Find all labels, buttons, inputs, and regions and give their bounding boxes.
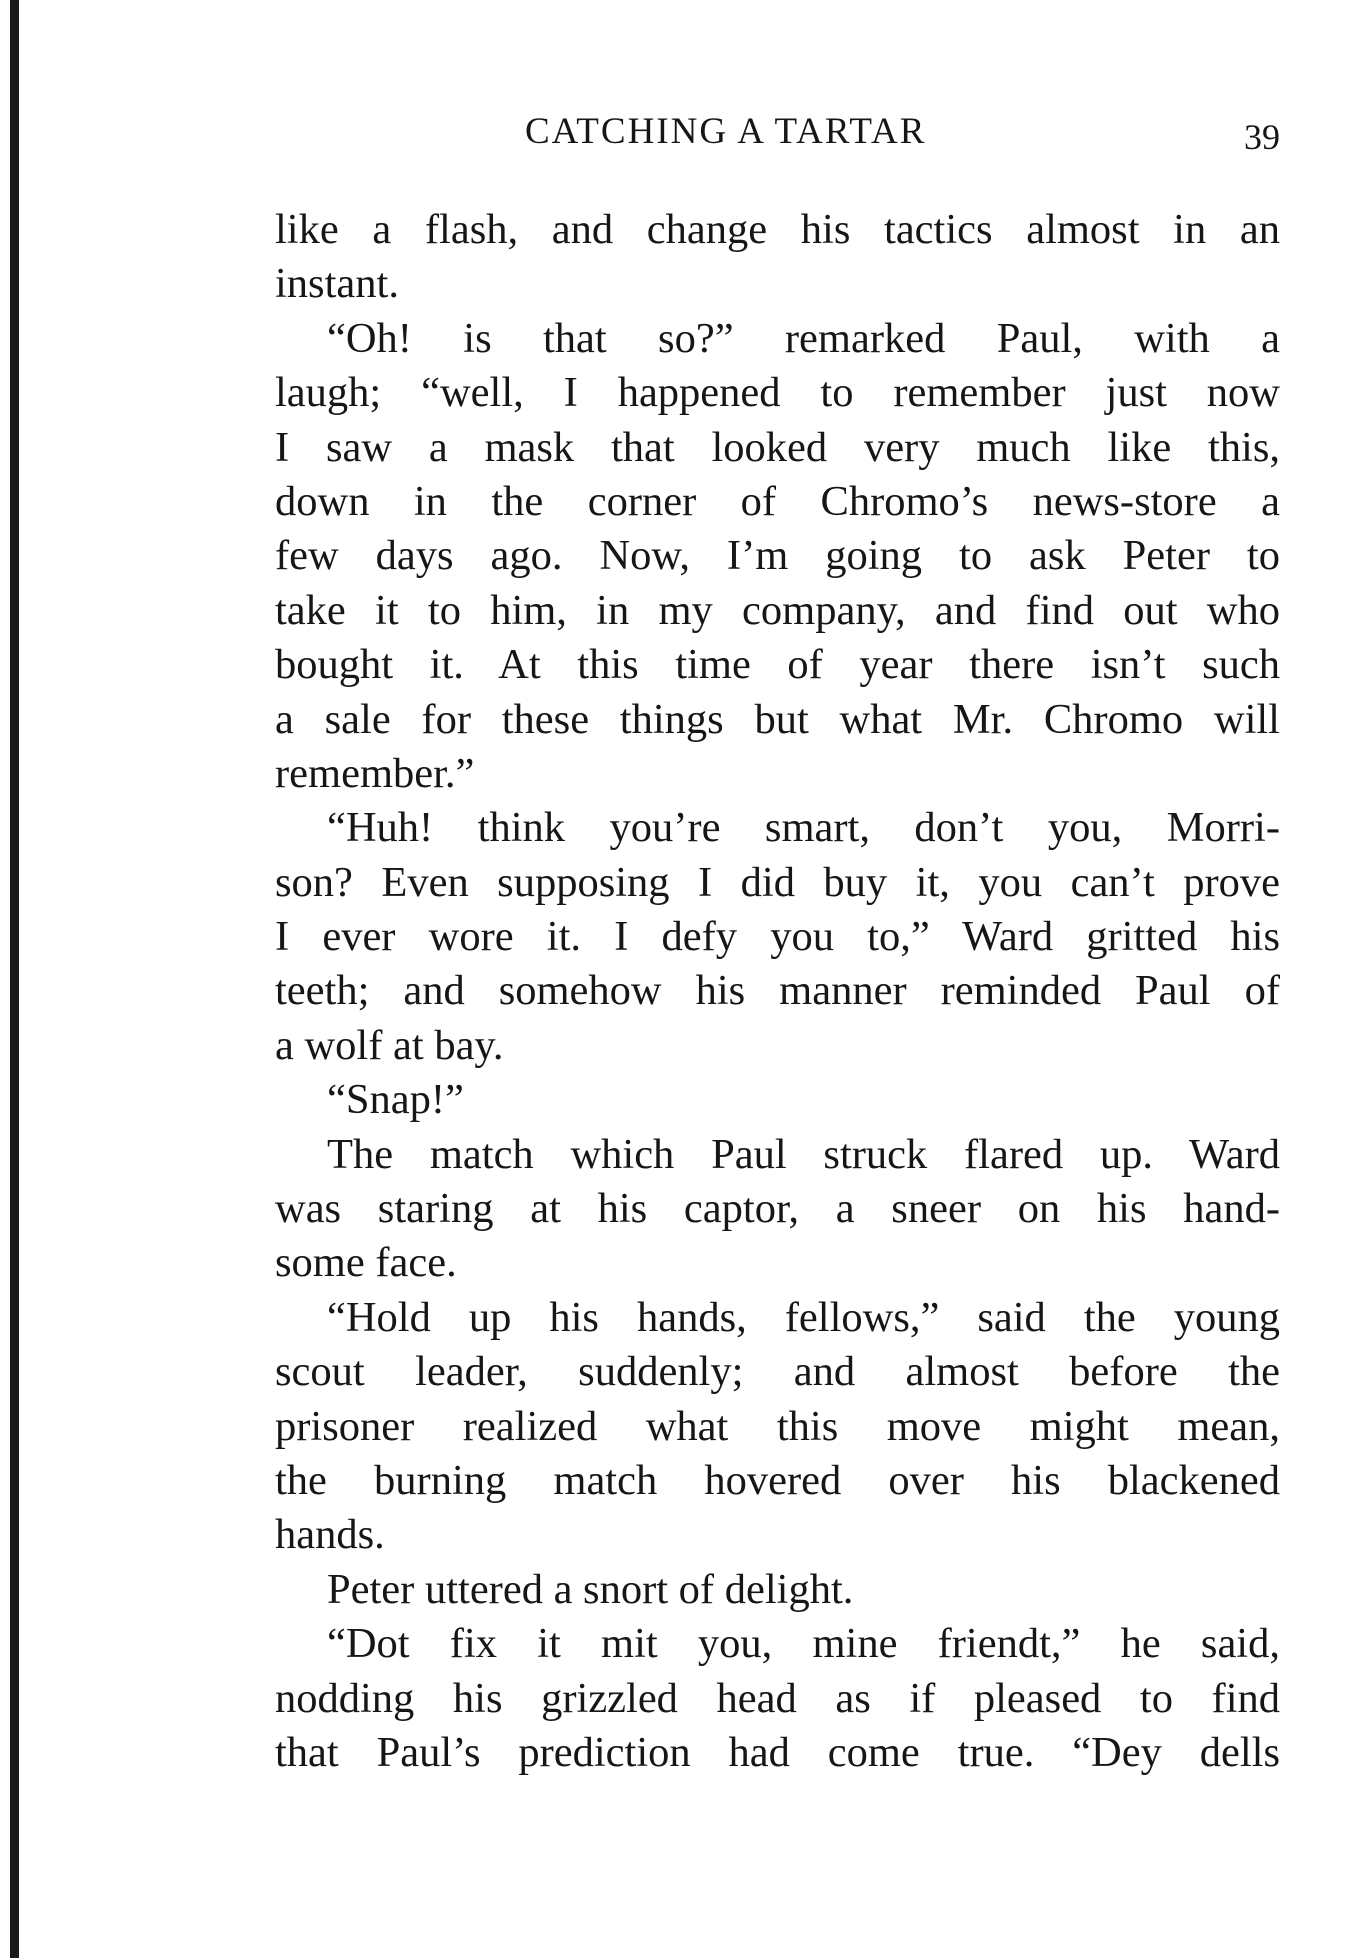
text-line: few days ago. Now, I’m going to ask Peter to: [275, 532, 1280, 580]
text-line: I saw a mask that looked very much like this,: [275, 423, 1280, 471]
body-text: [275, 203, 1280, 1780]
text-line: that Paul’s prediction had come true. “Dey dells: [275, 1728, 1280, 1776]
text-line: “Huh! think you’re smart, don’t you, Morri-: [327, 804, 1280, 852]
text-line: a sale for these things but what Mr. Chromo will: [275, 695, 1280, 743]
text-line: “Snap!”: [327, 1076, 464, 1124]
text-line: down in the corner of Chromo’s news-store a: [275, 477, 1280, 525]
page-binding-edge: [10, 0, 19, 1958]
text-line: prisoner realized what this move might mean,: [275, 1402, 1280, 1450]
text-line: The match which Paul struck flared up. Ward: [327, 1130, 1280, 1178]
text-line: nodding his grizzled head as if pleased to find: [275, 1674, 1280, 1722]
text-line: Peter uttered a snort of delight.: [327, 1565, 854, 1613]
text-line: instant.: [275, 260, 399, 308]
text-line: bought it. At this time of year there isn’t such: [275, 641, 1280, 689]
text-line: the burning match hovered over his blackened: [275, 1456, 1280, 1504]
text-line: teeth; and somehow his manner reminded Paul of: [275, 967, 1280, 1015]
running-title: CATCHING A TARTAR: [525, 111, 927, 152]
text-line: take it to him, in my company, and find out who: [275, 586, 1280, 634]
text-line: like a flash, and change his tactics almost in an: [275, 206, 1280, 253]
text-line: “Oh! is that so?” remarked Paul, with a: [327, 314, 1280, 362]
text-line: scout leader, suddenly; and almost before the: [275, 1348, 1280, 1396]
text-line: “Dot fix it mit you, mine friendt,” he said,: [327, 1620, 1280, 1668]
text-line: a wolf at bay.: [275, 1021, 504, 1069]
text-line: hands.: [275, 1511, 385, 1559]
text-line: laugh; “well, I happened to remember just now: [275, 369, 1280, 417]
text-line: son? Even supposing I did buy it, you can’t prove: [275, 858, 1280, 906]
text-line: was staring at his captor, a sneer on his hand-: [275, 1185, 1280, 1233]
text-line: some face.: [275, 1239, 457, 1287]
page-header: [275, 110, 1280, 170]
page-number: 39: [1244, 117, 1280, 157]
text-line: I ever wore it. I defy you to,” Ward gritted his: [275, 913, 1280, 961]
text-line: remember.”: [275, 749, 475, 797]
text-line: “Hold up his hands, fellows,” said the young: [327, 1293, 1280, 1341]
